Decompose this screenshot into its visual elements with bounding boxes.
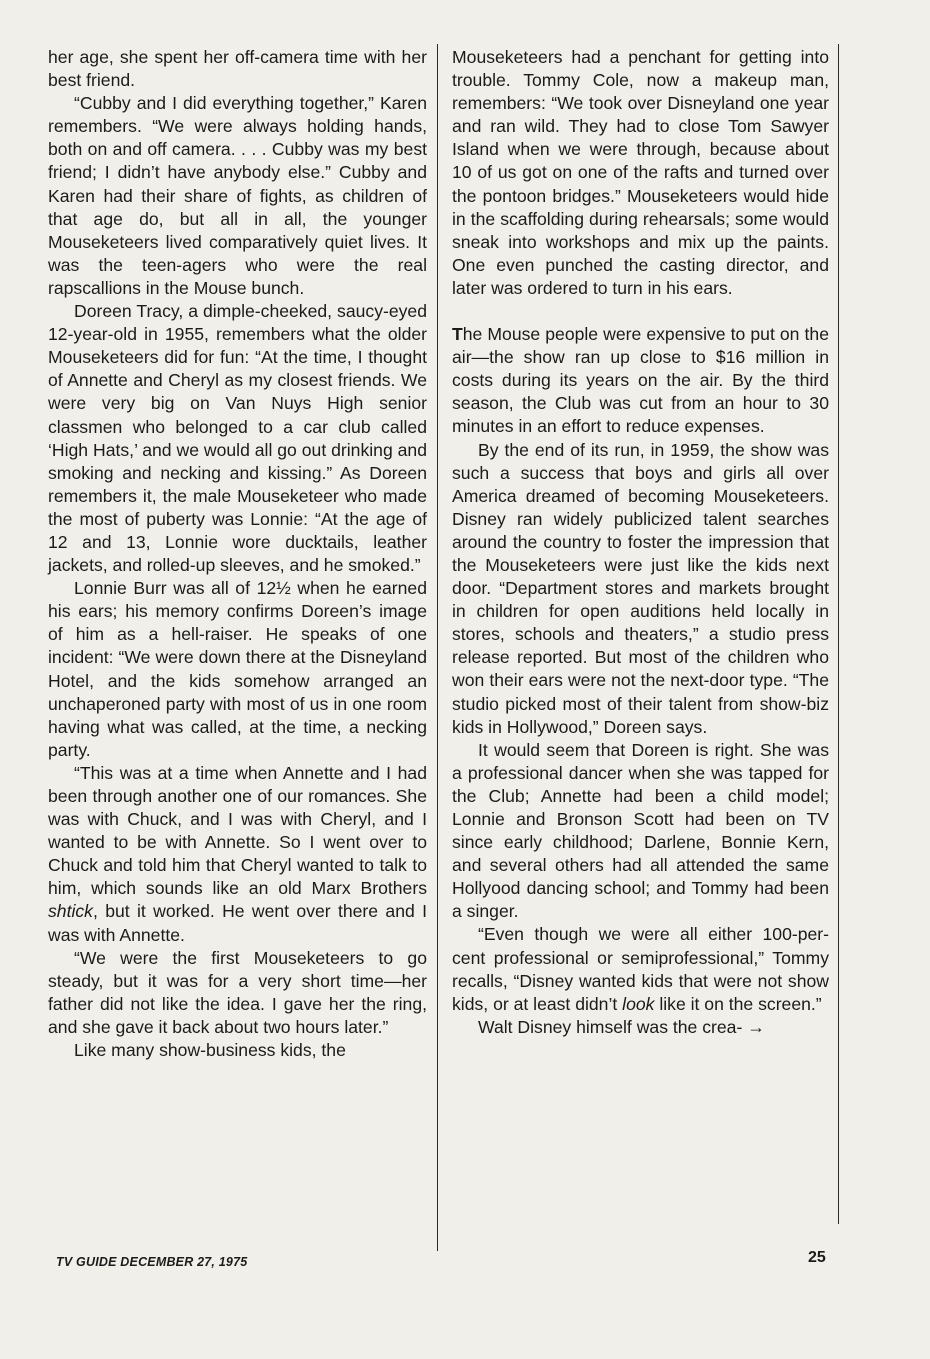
paragraph-text: “This was at a time when Annette and I had been through another one of our romances. She was with Chuck, and I was with Cheryl, and I wanted to be with Annette. So I went over to Chuck and told him that Cheryl wanted to talk to him, which sounds like an old Marx Brothers <box>48 762 427 899</box>
paragraph-text: he Mouse people were expensive to put on the air—the show ran up close to $16 million in costs during its years on the air. By the third season, the Club was cut from an hour to 30 minutes in an effort to reduce expenses. <box>452 324 829 437</box>
paragraph: Lonnie Burr was all of 12½ when he earned his ears; his memory confirms Doreen’s image of him as a hell-raiser. He speaks of one incident: “We were down there at the Disneyland Hotel, and the kids somehow arranged an unchaperoned party with most of us in one room having what was called, at the time, a necking party. <box>48 578 427 760</box>
paragraph: Like many show-business kids, the <box>74 1040 346 1061</box>
paragraph <box>48 762 427 947</box>
paragraph: her age, she spent her off-camera time with her best friend. <box>48 47 427 91</box>
paragraph: “Cubby and I did everything together,” Karen remembers. “We were always holding hands, both on and off camera. . . . Cubby was my best friend; I didn’t have anybody else.” Cubby and Karen had their share of fights, as children of that age do, but all in all, the younger Mouseketeers lived comparatively quiet lives. It was the teen-agers who were the real rapscallions in the Mouse bunch. <box>48 93 427 298</box>
paragraph-text: , but it worked. He went over there and I was with Annette. <box>48 901 427 945</box>
paragraph <box>452 923 829 1015</box>
paragraph: Mouseketeers had a penchant for getting into trouble. Tommy Cole, now a makeup man, remembers: “We took over Disneyland one year and ran wild. They had to close Tom Sawyer Island when we were through, because about 10 of us got on one of the rafts and turned over the pontoon bridges.” Mouseketeers would hide in the scaffolding during rehearsals; some would sneak into workshops and mix up the paints. One even punched the casting director, and later was ordered to turn in his ears. <box>452 47 829 298</box>
right-column <box>452 46 829 1039</box>
section-initial: T <box>452 324 463 345</box>
publication-footer: TV GUIDE DECEMBER 27, 1975 <box>56 1255 248 1269</box>
page-number: 25 <box>808 1249 826 1266</box>
paragraph-text: “Even though we were all either 100-per-cent professional or semiprofessional,” Tommy recalls, “Disney wanted kids that were not show kids, or at least didn’t <box>452 924 829 1014</box>
emphasis-text: shtick <box>48 901 93 922</box>
section-paragraph <box>452 323 829 438</box>
column-divider-left <box>437 44 438 1251</box>
emphasis-text: look <box>622 993 655 1014</box>
paragraph: It would seem that Doreen is right. She was a professional dancer when she was tapped for the Club; Annette had been a child model; Lonnie and Bronson Scott had been on TV since early childhood; Darlene, Bonnie Kern, and several others had all attended the same Hollyood dancing school; and Tommy had been a singer. <box>452 739 829 922</box>
paragraph <box>452 1016 829 1039</box>
continue-arrow-icon: → <box>747 1016 765 1037</box>
paragraph-text: like it on the screen.” <box>654 993 822 1014</box>
paragraph: Doreen Tracy, a dimple-cheeked, saucy-eyed 12-year-old in 1955, remembers what the older Mouseketeers did for fun: “At the time, I thought of Annette and Cheryl as my closest friends. We were very big on Van Nuys High senior classmen who belonged to a car club called ‘High Hats,’ and we would all go out drinking and smoking and necking and kissing.” As Doreen remembers it, the male Mouseketeer who made the most of puberty was Lonnie: “At the age of 12 and 13, Lonnie wore ducktails, leather jackets, and rolled-up sleeves, and he smoked.” <box>48 301 427 576</box>
paragraph: By the end of its run, in 1959, the show was such a success that boys and girls all over America dreamed of becoming Mouseketeers. Disney ran widely publicized talent searches around the country to foster the impression that the Mouseketeers were just like the kids next door. “Department stores and markets brought in children for open auditions held locally in stores, schools and theaters,” a studio press release reported. But most of the children who won their ears were not the next-door type. “The studio picked most of their talent from show-biz kids in Hollywood,” Doreen says. <box>452 439 829 737</box>
column-divider-right <box>838 44 839 1224</box>
paragraph: “We were the first Mouseketeers to go steady, but it was for a very short time—her father did not like the idea. I gave her the ring, and she gave it back about two hours later.” <box>48 947 427 1037</box>
left-column <box>48 46 427 1062</box>
paragraph-text: Walt Disney himself was the crea- <box>478 1016 743 1037</box>
